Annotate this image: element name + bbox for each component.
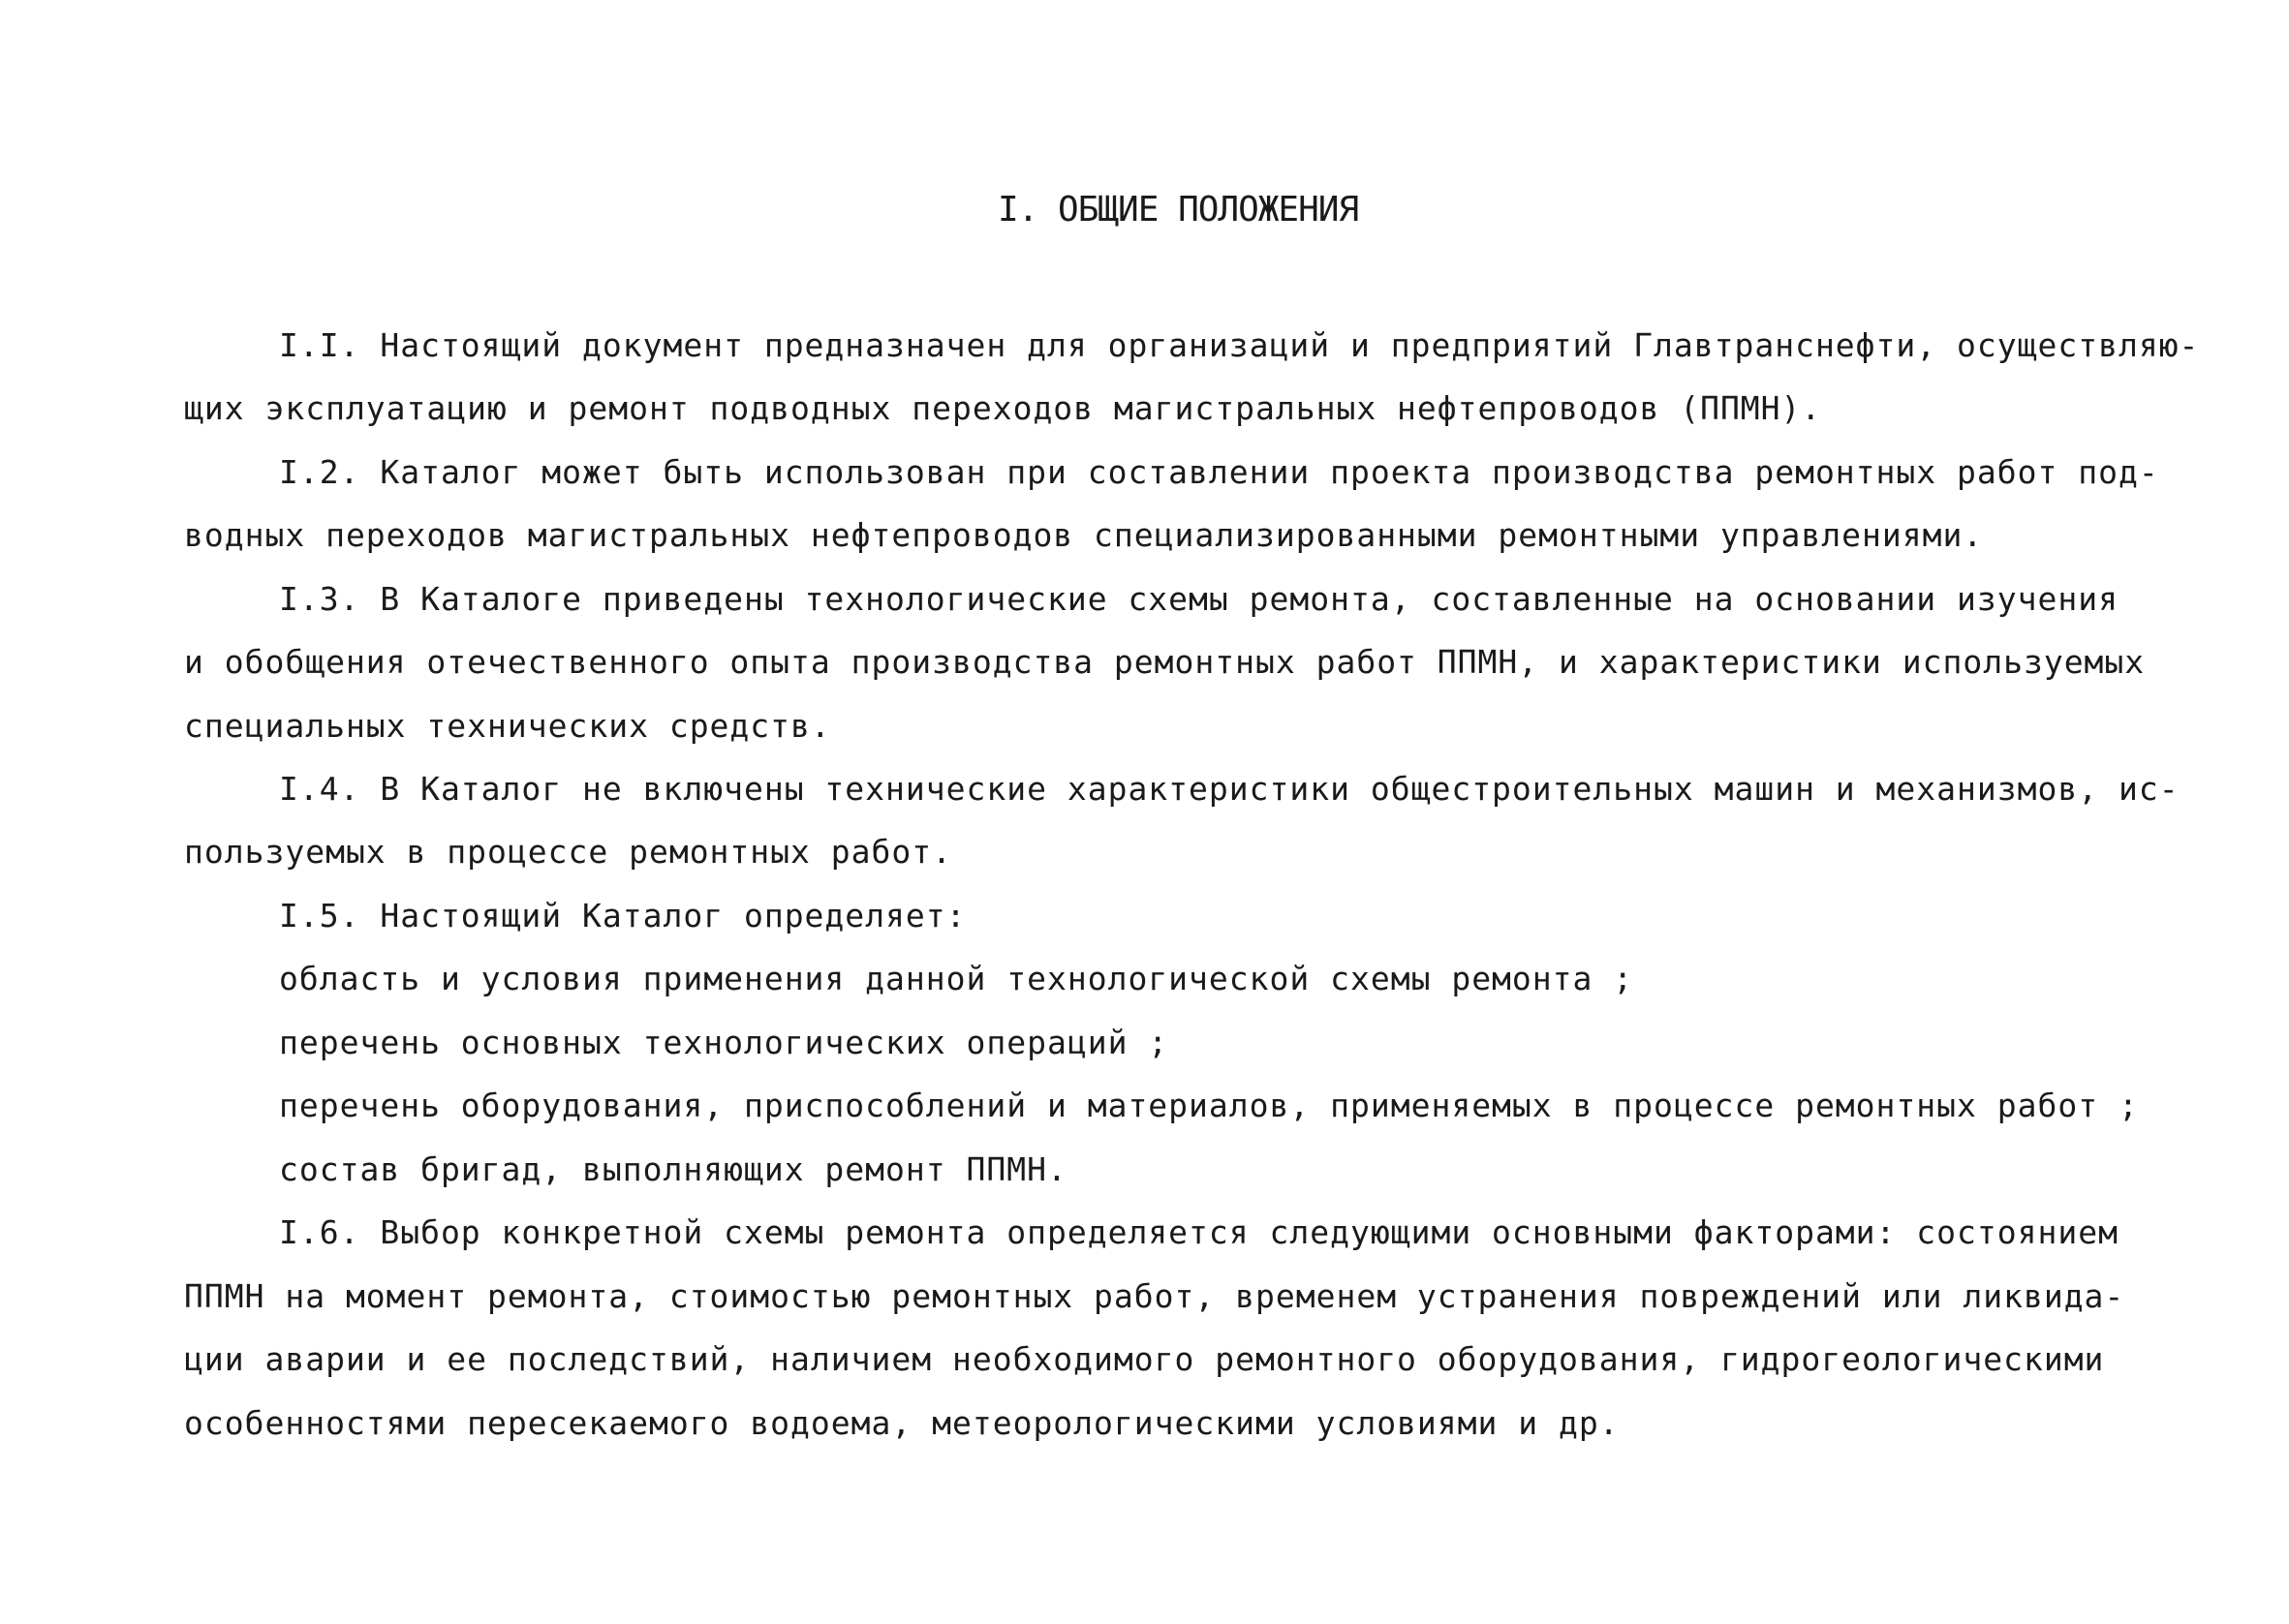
section-heading: I. ОБЩИЕ ПОЛОЖЕНИЯ: [998, 190, 1359, 230]
paragraph-1-4-line-1: I.4. В Каталог не включены технические характеристики общестроительных машин и механизмов, ис-: [279, 770, 2180, 808]
paragraph-1-1-line-1: I.I. Настоящий документ предназначен для организаций и предприятий Главтранснефти, осуществляю-: [279, 326, 2200, 364]
paragraph-1-3-line-3: специальных технических средств.: [184, 707, 831, 745]
list-item-3: перечень оборудования, приспособлений и материалов, применяемых в процессе ремонтных работ ;: [279, 1087, 2139, 1124]
paragraph-1-3-line-2: и обобщения отечественного опыта производства ремонтных работ ППМН, и характеристики используемых: [184, 643, 2146, 681]
list-item-1: область и условия применения данной технологической схемы ремонта ;: [279, 960, 1634, 997]
paragraph-1-6-line-4: особенностями пересекаемого водоема, метеорологическими условиями и др.: [184, 1404, 1620, 1442]
paragraph-1-6-line-3: ции аварии и ее последствий, наличием необходимого ремонтного оборудования, гидрогеологическими: [184, 1340, 2105, 1378]
paragraph-1-1-line-2: щих эксплуатацию и ремонт подводных переходов магистральных нефтепроводов (ППМН).: [184, 389, 1822, 427]
paragraph-1-6-line-1: I.6. Выбор конкретной схемы ремонта определяется следующими основными факторами: состоянием: [279, 1213, 2119, 1251]
paragraph-1-4-line-2: пользуемых в процессе ремонтных работ.: [184, 833, 952, 871]
paragraph-1-3-line-1: I.3. В Каталоге приведены технологические схемы ремонта, составленные на основании изучения: [279, 580, 2119, 618]
paragraph-1-2-line-1: I.2. Каталог может быть использован при составлении проекта производства ремонтных работ под-: [279, 453, 2159, 491]
paragraph-1-6-line-2: ППМН на момент ремонта, стоимостью ремонтных работ, временем устранения повреждений или ликвида-: [184, 1277, 2125, 1315]
list-item-2: перечень основных технологических операций ;: [279, 1024, 1169, 1061]
list-item-4: состав бригад, выполняющих ремонт ППМН.: [279, 1150, 1067, 1188]
paragraph-1-2-line-2: водных переходов магистральных нефтепроводов специализированными ремонтными управлениями.: [184, 516, 1984, 554]
paragraph-1-5-line-1: I.5. Настоящий Каталог определяет:: [279, 897, 967, 935]
